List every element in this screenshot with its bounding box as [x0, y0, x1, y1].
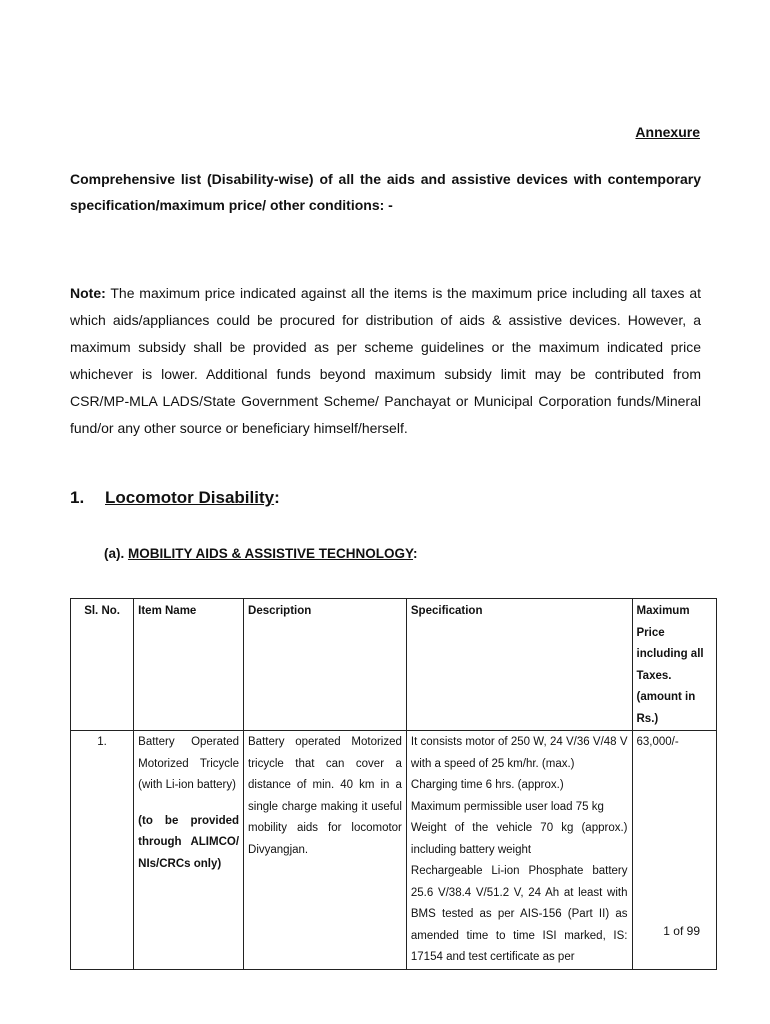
item-provision-note: (to be provided through ALIMCO/ NIs/CRCs only) [138, 814, 240, 870]
header-sl-no: Sl. No. [71, 599, 134, 731]
section-title-text: Locomotor Disability [105, 488, 275, 507]
cell-item-name [134, 731, 244, 970]
section-number: 1. [70, 488, 85, 507]
header-max-price: Maximum Price including all Taxes. (amount in Rs.) [632, 599, 717, 731]
page-number: 1 of 99 [663, 924, 700, 938]
cell-max-price: 63,000/- [632, 731, 717, 970]
cell-specification [406, 731, 632, 970]
spec-line: Weight of the vehicle 70 kg (approx.) including battery weight [410, 822, 628, 856]
spec-line: Rechargeable Li-ion Phosphate battery 25.6 V/38.4 V/51.2 V, 24 Ah at least with BMS tested as per AIS-156 (Part II) as amended time to time ISI marked, IS: 17154 and test certificate as per [410, 865, 628, 963]
note-label: Note: [70, 285, 106, 301]
item-name-text: Battery Operated Motorized Tricycle (with Li-ion battery) [138, 736, 240, 791]
intro-paragraph: Comprehensive list (Disability-wise) of all the aids and assistive devices with contemporary specification/maximum price/ other conditions: - [70, 171, 701, 213]
subsection-title [104, 546, 418, 561]
header-description: Description [244, 599, 407, 731]
section-title [105, 488, 280, 508]
aids-table [70, 598, 717, 970]
spec-line: It consists motor of 250 W, 24 V/36 V/48 V with a speed of 25 km/hr. (max.) [410, 736, 628, 770]
header-specification: Specification [406, 599, 632, 731]
header-item-name: Item Name [134, 599, 244, 731]
section-title-colon: : [274, 488, 280, 507]
cell-sl-no: 1. [71, 731, 134, 970]
cell-description: Battery operated Motorized tricycle that can cover a distance of min. 40 km in a single charge making it useful mobility aids for locomotor Divyangjan. [244, 731, 407, 970]
subsection-title-text: MOBILITY AIDS & ASSISTIVE TECHNOLOGY [128, 546, 414, 561]
note-text: The maximum price indicated against all the items is the maximum price including all taxes at which aids/appliances could be procured for distribution of aids & assistive devices. However, a maximum subsidy shall be provided as per scheme guidelines or the maximum indicated price whichever is lower. Additional funds beyond maximum subsidy limit may be contributed from CSR/MP-MLA LADS/State Government Scheme/ Panchayat or Municipal Corporation funds/Mineral fund/or any other source or beneficiary himself/herself. [70, 285, 701, 436]
table-row [71, 731, 717, 970]
spec-line: Maximum permissible user load 75 kg [410, 800, 604, 813]
table-header-row [71, 599, 717, 731]
spec-line: Charging time 6 hrs. (approx.) [410, 779, 564, 791]
annexure-heading: Annexure [635, 124, 700, 140]
subsection-colon: : [413, 546, 418, 561]
note-paragraph [70, 280, 701, 442]
subsection-prefix: (a). [104, 546, 129, 561]
